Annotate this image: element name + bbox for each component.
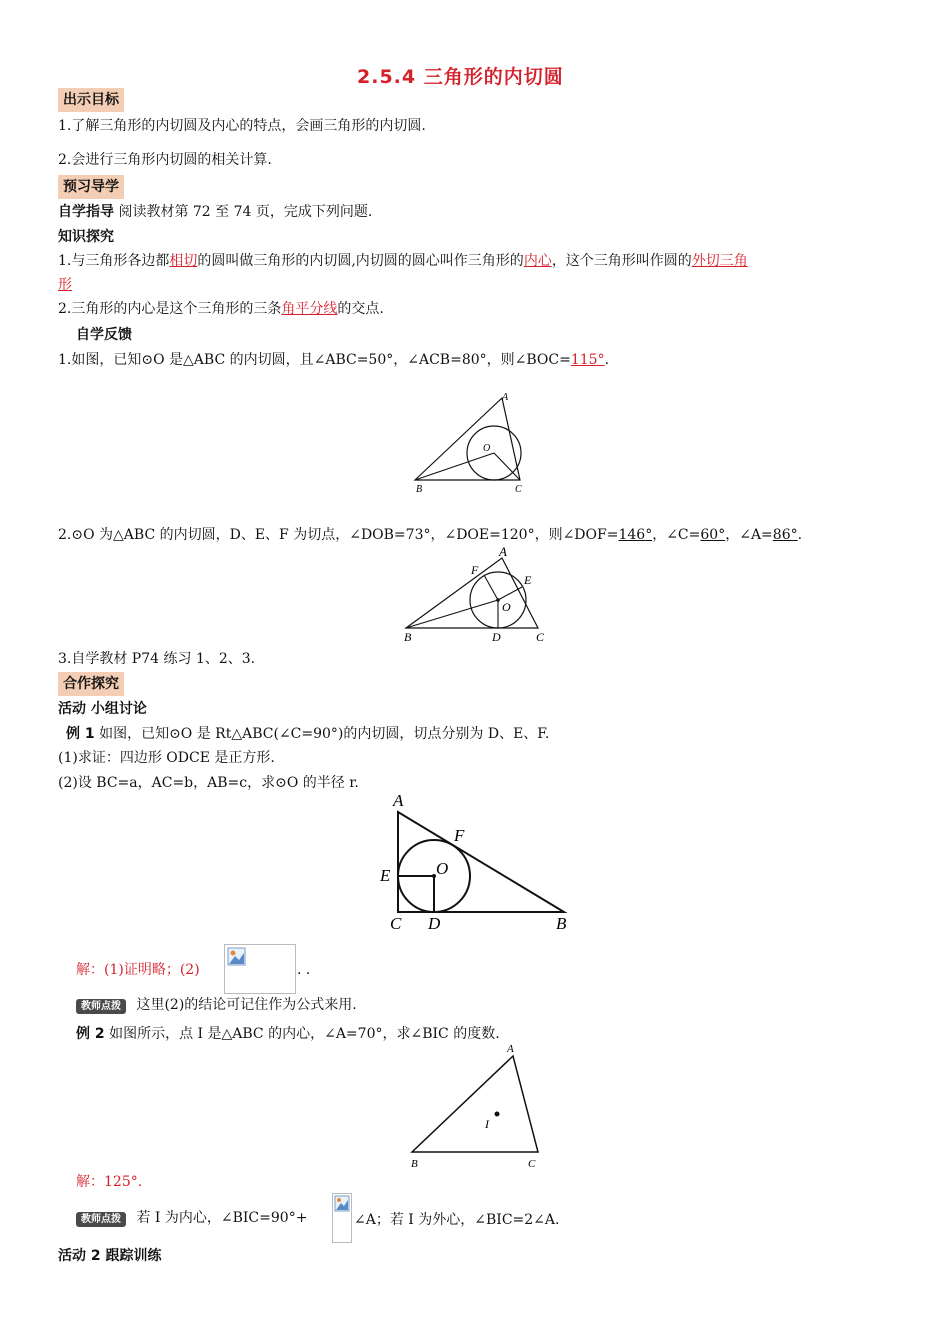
fig3-triangle: [398, 812, 564, 912]
q2-answer-c: 60°: [700, 527, 726, 543]
knowledge-item-2: [58, 299, 384, 319]
teacher-tip-badge-2: 教师点拨: [76, 1212, 126, 1227]
fig3-label-f: F: [454, 826, 465, 845]
k2-text-c: 的交点.: [337, 301, 384, 317]
tip-2-text-b: ∠A；若 I 为外心，∠BIC=2∠A.: [354, 1212, 560, 1228]
teacher-tip-badge: 教师点拨: [76, 999, 126, 1014]
q2-answer-a: 86°: [772, 527, 798, 543]
k1-answer-circumscribed-end: 形: [58, 277, 72, 293]
fig4-label-a: A: [507, 1043, 514, 1055]
k2-text-a: 2.三角形的内心是这个三角形的三条: [58, 301, 282, 317]
ex2-text: 如图所示，点 I 是△ABC 的内心，∠A=70°，求∠BIC 的度数.: [104, 1026, 500, 1042]
fig2-center-dot: [496, 598, 500, 602]
example-1-solution-tail: . .: [297, 962, 311, 978]
fig4-label-c: C: [528, 1158, 536, 1170]
fig2-label-a: A: [499, 544, 507, 559]
k1-text-a: 1.与三角形各边都: [58, 253, 170, 269]
figure-incircle-2: [398, 542, 558, 646]
fig3-label-e: E: [380, 866, 391, 885]
tip-row-2: [76, 1208, 307, 1228]
fig1-label-o: O: [483, 443, 491, 454]
example-1-part-2: (2)设 BC=a，AC=b，AB=c，求⊙O 的半径 r.: [58, 775, 359, 791]
k2-answer-bisectors: 角平分线: [281, 301, 338, 317]
fig2-label-c: C: [536, 630, 545, 644]
goal-2: 2.会进行三角形内切圆的相关计算.: [58, 152, 272, 168]
k1-answer-circumscribed: 外切三角: [691, 253, 748, 269]
fig3-label-c: C: [390, 914, 402, 933]
fig1-label-c: C: [515, 484, 522, 495]
knowledge-item-1-cont: [58, 275, 72, 295]
tip-row-1: [76, 995, 357, 1015]
section-goals-tag: 出示目标: [58, 88, 124, 112]
activity2-heading: 活动 2 跟踪训练: [58, 1248, 162, 1264]
fraction-image-placeholder: [332, 1193, 352, 1243]
q2-end: .: [797, 527, 803, 543]
section-coop-tag: 合作探究: [58, 672, 124, 696]
fig2-label-b: B: [404, 630, 412, 644]
q1-text: 1.如图，已知⊙O 是△ABC 的内切圆，且∠ABC=50°，∠ACB=80°，则∠BOC=: [58, 352, 571, 368]
feedback-heading: 自学反馈: [76, 327, 132, 343]
example-1: [66, 724, 549, 744]
fig4-label-i: I: [485, 1117, 489, 1131]
knowledge-item-1: [58, 251, 748, 271]
fig1-label-b: B: [416, 484, 423, 495]
fig1-triangle: [415, 398, 520, 480]
example-1-part-1: (1)求证：四边形 ODCE 是正方形.: [58, 750, 275, 766]
fig2-label-d: D: [492, 630, 501, 644]
ex1-label: 例 1: [66, 726, 95, 742]
fig1-segment-bo: [415, 453, 494, 480]
guide-label: 自学指导: [58, 204, 114, 220]
formula-image-placeholder: [224, 944, 296, 994]
k1-answer-incenter: 内心: [523, 253, 552, 269]
fig2-label-e: E: [524, 573, 532, 587]
fig2-label-o: O: [502, 600, 511, 614]
activity1-heading: 活动 小组讨论: [58, 701, 147, 717]
ex1-text: 如图，已知⊙O 是 Rt△ABC(∠C=90°)的内切圆，切点分别为 D、E、F.: [94, 726, 550, 742]
ex2-label: 例 2: [76, 1026, 105, 1042]
fig2-segment-oe: [498, 587, 522, 600]
example-2-solution: 解：125°.: [76, 1174, 143, 1190]
figure-right-triangle-incircle: [376, 790, 576, 938]
fig1-segment-co: [494, 453, 520, 480]
fig4-label-b: B: [411, 1158, 418, 1170]
page-title: 2.5.4 三角形的内切圆: [357, 66, 564, 88]
figure-incenter: [400, 1040, 550, 1174]
guide-text: 阅读教材第 72 至 74 页，完成下列问题.: [114, 204, 373, 220]
q2-text-a: 2.⊙O 为△ABC 的内切圆，D、E、F 为切点，∠DOB=73°，∠DOE=120°，则∠DOF=: [58, 527, 619, 543]
knowledge-heading: 知识探究: [58, 229, 114, 245]
fig2-segment-of: [484, 575, 498, 600]
fig3-label-b: B: [556, 914, 567, 933]
fig3-label-d: D: [428, 914, 441, 933]
k1-text-e: ，这个三角形叫作圆的: [551, 253, 692, 269]
figure-incircle-1: [405, 388, 535, 496]
k1-text-c: 的圆叫做三角形的内切圆,内切圆的圆心叫作三角形的: [197, 253, 524, 269]
feedback-q1: [58, 350, 609, 370]
q2-text-e: ，∠A=: [725, 527, 773, 543]
fig4-incenter-dot: [495, 1112, 500, 1117]
k1-answer-tangent: 相切: [169, 253, 198, 269]
fig3-label-o: O: [436, 859, 449, 878]
feedback-q3: 3.自学教材 P74 练习 1、2、3.: [58, 651, 256, 667]
image-icon-2: [334, 1195, 350, 1213]
tip-1-text: 这里(2)的结论可记住作为公式来用.: [136, 997, 357, 1013]
guide-line: [58, 202, 372, 222]
fig3-label-a: A: [393, 791, 404, 810]
fig4-triangle: [412, 1056, 538, 1152]
q2-text-c: ，∠C=: [652, 527, 701, 543]
example-1-solution: 解：(1)证明略；(2): [76, 962, 200, 978]
fig2-label-f: F: [471, 563, 479, 577]
fig1-label-a: A: [502, 392, 509, 403]
goal-1: 1.了解三角形的内切圆及内心的特点，会画三角形的内切圆.: [58, 118, 426, 134]
q1-end: .: [604, 352, 610, 368]
q2-answer-dof: 146°: [618, 527, 653, 543]
section-preview-tag: 预习导学: [58, 175, 124, 199]
image-icon: [227, 947, 247, 967]
q1-answer: 115°: [570, 352, 605, 368]
tip-2-text-a: 若 I 为内心，∠BIC=90°+: [136, 1210, 308, 1226]
